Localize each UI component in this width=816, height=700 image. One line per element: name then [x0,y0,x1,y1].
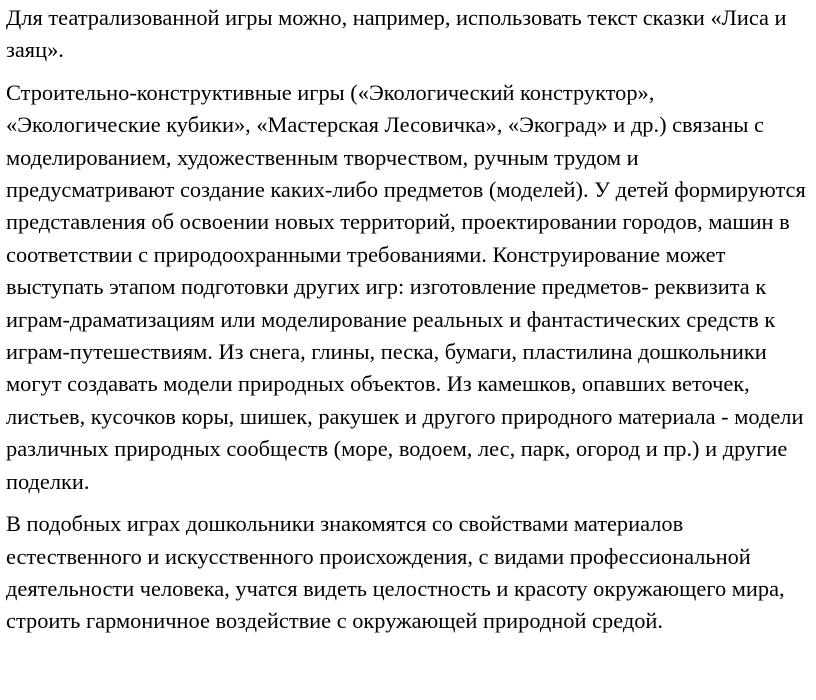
paragraph-theatrical-game: Для театрализованной игры можно, например, использовать текст сказки «Лиса и заяц». [6,5,787,63]
paragraph-construction-games: Строительно-конструктивные игры («Экологический конструктор», «Экологические кубики», «Мастерская Лесовичка», «Экоград» и др.) связаны с моделированием, художественным творчеством, ручным трудом и предусматривают создание каких-либо предметов (моделей). У детей формируются представления об освоении новых территорий, проектировании городов, машин в соответствии с природоохранными требованиями. Конструирование может выступать этапом подготовки других игр: изготовление предметов- реквизита к играм-драматизациям или моделирование реальных и фантастических средств к играм-путешествиям. Из снега, глины, песка, бумаги, пластилина дошкольники могут создавать модели природных объектов. Из камешков, опавших веточек, листьев, кусочков коры, шишек, ракушек и другого природного материала - модели различных природных сообществ (море, водоем, лес, парк, огород и пр.) и другие поделки. [6,79,806,494]
paragraph-similar-games: В подобных играх дошкольники знакомятся со свойствами материалов естественного и искусственного происхождения, с видами профессиональной деятельности человека, учатся видеть целостность и красоту окружающего мира, строить гармоничное воздействие с окружающей природной средой. [6,511,785,634]
